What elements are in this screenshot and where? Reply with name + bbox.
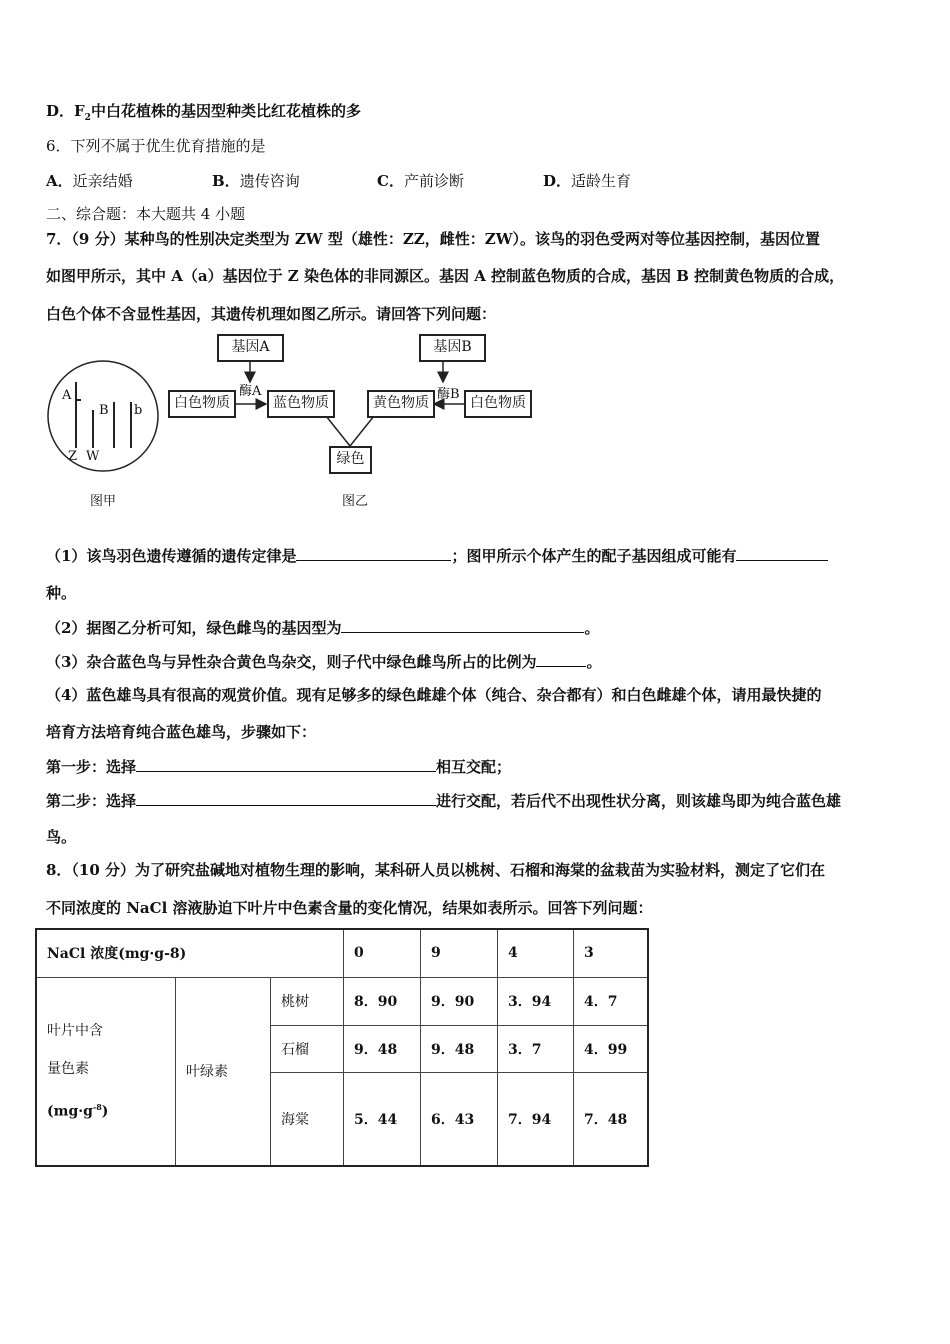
conc-cell: 9 <box>421 929 498 977</box>
row-group-label <box>36 977 176 1166</box>
q5-option-d <box>46 101 361 128</box>
q7-sub4-line-2: 培育方法培育纯合蓝色雄鸟，步骤如下： <box>46 723 317 741</box>
figure-yi <box>166 334 536 514</box>
q7-sub3 <box>46 651 601 672</box>
option-text: 适龄生育 <box>571 172 632 190</box>
question-text: 相互交配； <box>436 758 512 776</box>
option-letter: C． <box>377 172 404 190</box>
figure-jia <box>44 360 169 510</box>
value-cell: 6．43 <box>421 1072 498 1166</box>
question-text: （2）据图乙分析可知，绿色雌鸟的基因型为 <box>46 619 342 637</box>
q6-stem: 6．下列不属于优生优育措施的是 <box>46 137 266 155</box>
q7-sub1 <box>46 545 828 566</box>
gene-label-b-upper: B <box>99 403 109 418</box>
gene-label-a: A <box>62 388 72 403</box>
nacl-header: NaCl 浓度(mg·g-8) <box>36 929 344 977</box>
table-header-row <box>36 929 648 977</box>
q8-stem-line-2: 不同浓度的 NaCl 溶液胁迫下叶片中色素含量的变化情况，结果如表所示。回答下列问题： <box>46 899 653 917</box>
unit-text: ) <box>101 1103 109 1120</box>
q6-option-d[interactable] <box>543 170 631 191</box>
conc-cell: 4 <box>498 929 574 977</box>
value-cell: 9．90 <box>421 977 498 1025</box>
q7-sub4-step2 <box>46 790 841 811</box>
q6-option-c[interactable] <box>377 170 464 191</box>
value-cell: 7．94 <box>498 1072 574 1166</box>
q6-option-b[interactable] <box>212 170 300 191</box>
question-text: 第一步：选择 <box>46 758 137 776</box>
option-letter: A． <box>46 172 73 190</box>
value-cell: 9．48 <box>421 1025 498 1072</box>
pigment-cell: 叶绿素 <box>176 977 271 1166</box>
label-line: 量色素 <box>47 1060 89 1077</box>
value-cell: 4．99 <box>574 1025 649 1072</box>
question-text: 第二步：选择 <box>46 792 137 810</box>
plant-cell: 桃树 <box>271 977 344 1025</box>
question-text: 。 <box>586 653 602 671</box>
answer-blank-5[interactable] <box>136 756 436 772</box>
q7-stem-line-3: 白色个体不含显性基因，其遗传机理如图乙所示。请回答下列问题： <box>46 305 497 323</box>
unit-text: (mg·g <box>47 1103 93 1120</box>
answer-blank-3[interactable] <box>341 617 584 633</box>
option-letter: D．F <box>46 102 85 120</box>
question-text: （1）该鸟羽色遗传遵循的遗传定律是 <box>46 547 297 565</box>
gene-label-b-lower: b <box>134 403 143 418</box>
value-cell: 3．94 <box>498 977 574 1025</box>
conc-cell: 0 <box>344 929 421 977</box>
question-text: 进行交配，若后代不出现性状分离，则该雄鸟即为纯合蓝色雄 <box>436 792 842 810</box>
answer-blank-4[interactable] <box>536 651 586 667</box>
option-text: 近亲结婚 <box>72 172 133 190</box>
value-cell: 3．7 <box>498 1025 574 1072</box>
q6-option-a[interactable] <box>46 170 133 191</box>
answer-blank-2[interactable] <box>736 545 828 561</box>
question-text: （3）杂合蓝色鸟与异性杂合黄色鸟杂交，则子代中绿色雌鸟所占的比例为 <box>46 653 537 671</box>
white-substance-left-box: 白色物质 <box>168 390 236 418</box>
chromosome-label-w: W <box>86 449 100 464</box>
value-cell: 8．90 <box>344 977 421 1025</box>
option-text: 遗传咨询 <box>239 172 300 190</box>
subscript: 2 <box>84 113 91 123</box>
table-row <box>36 977 648 1025</box>
q8-stem-line-1: 8．（10 分）为了研究盐碱地对植物生理的影响，某科研人员以桃树、石榴和海棠的盆栽苗为实验材料，测定了它们在 <box>46 861 826 879</box>
option-text: 产前诊断 <box>403 172 464 190</box>
q7-sub1-end: 种。 <box>46 584 77 602</box>
q7-sub4-step1 <box>46 756 511 777</box>
plant-cell: 海棠 <box>271 1072 344 1166</box>
yellow-substance-box: 黄色物质 <box>367 390 435 418</box>
enzyme-a-label: 酶A <box>239 384 262 399</box>
enzyme-b-label: 酶B <box>437 387 460 402</box>
section-title: 二、综合题：本大题共 4 小题 <box>46 205 246 223</box>
plant-cell: 石榴 <box>271 1025 344 1072</box>
question-text: ；图甲所示个体产生的配子基因组成可能有 <box>451 547 737 565</box>
q7-stem-line-1: 7．（9 分）某种鸟的性别决定类型为 ZW 型（雄性：ZZ，雌性：ZW）。该鸟的羽色受两对等位基因控制，基因位置 <box>46 230 821 248</box>
figure-caption: 图甲 <box>90 494 117 509</box>
figure-caption: 图乙 <box>342 494 369 509</box>
gene-a-box: 基因A <box>217 334 284 362</box>
value-cell: 5．44 <box>344 1072 421 1166</box>
unit-sup: -8 <box>92 1101 102 1112</box>
white-substance-right-box: 白色物质 <box>464 390 532 418</box>
pigment-table <box>35 928 649 1167</box>
q7-sub2 <box>46 617 599 638</box>
q7-sub4-step2-end: 鸟。 <box>46 828 77 846</box>
gene-b-box: 基因B <box>419 334 486 362</box>
conc-cell: 3 <box>574 929 649 977</box>
option-letter: D． <box>543 172 572 190</box>
label-line: 叶片中含 <box>47 1022 103 1039</box>
answer-blank-1[interactable] <box>296 545 451 561</box>
question-text: 。 <box>584 619 600 637</box>
unit-label <box>47 1088 175 1131</box>
answer-blank-6[interactable] <box>136 790 436 806</box>
value-cell: 9．48 <box>344 1025 421 1072</box>
q7-sub4-line-1: （4）蓝色雄鸟具有很高的观赏价值。现有足够多的绿色雌雄个体（纯合、杂合都有）和白色雌雄个体，请用最快捷的 <box>46 686 822 704</box>
chromosome-label-z: Z <box>68 449 78 464</box>
blue-substance-box: 蓝色物质 <box>267 390 335 418</box>
green-box: 绿色 <box>329 446 372 474</box>
q7-stem-line-2: 如图甲所示，其中 A（a）基因位于 Z 染色体的非同源区。基因 A 控制蓝色物质的合成，基因 B 控制黄色物质的合成， <box>46 267 845 285</box>
option-text: 中白花植株的基因型种类比红花植株的多 <box>90 102 361 120</box>
option-letter: B． <box>212 172 240 190</box>
value-cell: 4．7 <box>574 977 649 1025</box>
value-cell: 7．48 <box>574 1072 649 1166</box>
